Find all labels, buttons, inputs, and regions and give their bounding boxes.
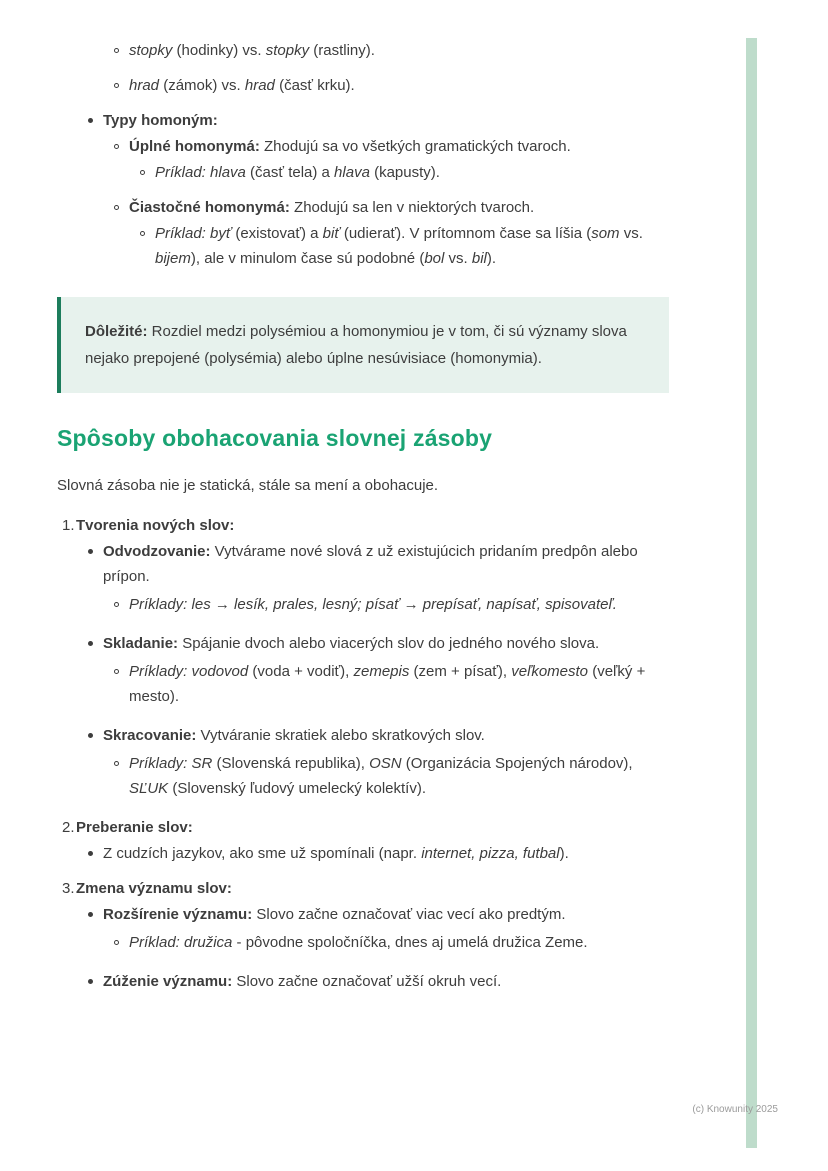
circle-bullet-icon [114, 83, 119, 88]
disc-bullet-icon [88, 118, 93, 123]
circle-bullet-icon [114, 144, 119, 149]
list-item-ciastocne-homonyma [114, 195, 669, 220]
circle-bullet-icon [140, 231, 145, 236]
numbered-item-1 [62, 513, 669, 538]
list-item-text: Príklad: byť (existovať) a biť (udierať). V prítomnom čase sa líšia (som vs. bijem), ale v minulom čase sú podobné (bol vs. bil). [155, 225, 643, 267]
disc-bullet-icon [88, 912, 93, 917]
list-item-text: Odvodzovanie: Vytvárame nové slová z už existujúcich pridaním predpôn alebo prípon. [103, 543, 638, 585]
circle-bullet-icon [114, 602, 119, 607]
list-item-text: Príklady: les → lesík, prales, lesný; písať → prepísať, napísať, spisovateľ. [129, 596, 617, 613]
document-content [57, 38, 669, 994]
list-item-rozsirenie-example [114, 930, 669, 955]
item-number: 3. [62, 880, 75, 897]
list-item-text: Príklad: hlava (časť tela) a hlava (kapusty). [155, 164, 440, 181]
item-number: 2. [62, 819, 75, 836]
list-item-text: Príklady: vodovod (voda + vodiť), zemepis (zem + písať), veľkomesto (veľký + mesto). [129, 663, 646, 705]
list-item-text: Čiastočné homonymá: Zhodujú sa len v niektorých tvaroch. [129, 199, 535, 216]
item-title: Tvorenia nových slov: [76, 517, 235, 534]
intro-paragraph: Slovná zásoba nie je statická, stále sa mení a obohacuje. [57, 477, 439, 494]
list-item-ciastocne-example [140, 221, 669, 271]
numbered-item-2 [62, 815, 669, 840]
list-item-rozsirenie [88, 902, 669, 927]
list-item-text: Príklad: družica - pôvodne spoločníčka, dnes aj umelá družica Zeme. [129, 934, 588, 951]
list-item-text: Skracovanie: Vytváranie skratiek alebo skratkových slov. [103, 727, 485, 744]
list-item-preberanie-detail [88, 841, 669, 866]
disc-bullet-icon [88, 733, 93, 738]
list-item-skladanie [88, 631, 669, 656]
callout-text: Dôležité: Rozdiel medzi polysémiou a homonymiou je v tom, či sú významy slova nejako prepojené (polysémia) alebo úplne nesúvisiace (homonymia). [85, 323, 627, 367]
list-item-text: stopky (hodinky) vs. stopky (rastliny). [129, 42, 375, 59]
item-title: Preberanie slov: [76, 819, 193, 836]
disc-bullet-icon [88, 979, 93, 984]
section-heading: Spôsoby obohacovania slovnej zásoby [57, 425, 493, 451]
disc-bullet-icon [88, 549, 93, 554]
list-item-text: Typy homoným: [103, 112, 218, 129]
list-item-text: Rozšírenie významu: Slovo začne označovať viac vecí ako predtým. [103, 906, 566, 923]
list-item-text: Skladanie: Spájanie dvoch alebo viacerých slov do jedného nového slova. [103, 635, 600, 652]
list-item-text: Úplné homonymá: Zhodujú sa vo všetkých gramatických tvaroch. [129, 138, 571, 155]
circle-bullet-icon [114, 48, 119, 53]
page-edge-accent-bar [746, 38, 757, 1148]
disc-bullet-icon [88, 851, 93, 856]
list-item-typy-homonym [88, 108, 669, 133]
list-item-stopky [114, 38, 669, 63]
list-item-odvodzovanie-example [114, 592, 669, 617]
list-item-hrad [114, 73, 669, 98]
list-item-odvodzovanie [88, 539, 669, 589]
list-item-skracovanie [88, 723, 669, 748]
disc-bullet-icon [88, 641, 93, 646]
list-item-text: Príklady: SR (Slovenská republika), OSN (Organizácia Spojených národov), SĽUK (Slovenský ľudový umelecký kolektív). [129, 755, 633, 797]
item-title: Zmena významu slov: [76, 880, 232, 897]
circle-bullet-icon [114, 761, 119, 766]
circle-bullet-icon [114, 205, 119, 210]
list-item-text: Zúženie významu: Slovo začne označovať užší okruh vecí. [103, 973, 502, 990]
list-item-uplne-homonyma [114, 134, 669, 159]
item-number: 1. [62, 517, 75, 534]
list-item-skracovanie-example [114, 751, 669, 801]
circle-bullet-icon [114, 669, 119, 674]
list-item-skladanie-example [114, 659, 669, 709]
copyright-note: (c) Knowunity 2025 [692, 1104, 778, 1115]
numbered-item-3 [62, 876, 669, 901]
list-item-uplne-example [140, 160, 669, 185]
list-item-text: hrad (zámok) vs. hrad (časť krku). [129, 77, 355, 94]
list-item-zuzenie [88, 969, 669, 994]
list-item-text: Z cudzích jazykov, ako sme už spomínali (napr. internet, pizza, futbal). [103, 845, 569, 862]
circle-bullet-icon [140, 170, 145, 175]
circle-bullet-icon [114, 940, 119, 945]
important-callout [57, 297, 669, 393]
